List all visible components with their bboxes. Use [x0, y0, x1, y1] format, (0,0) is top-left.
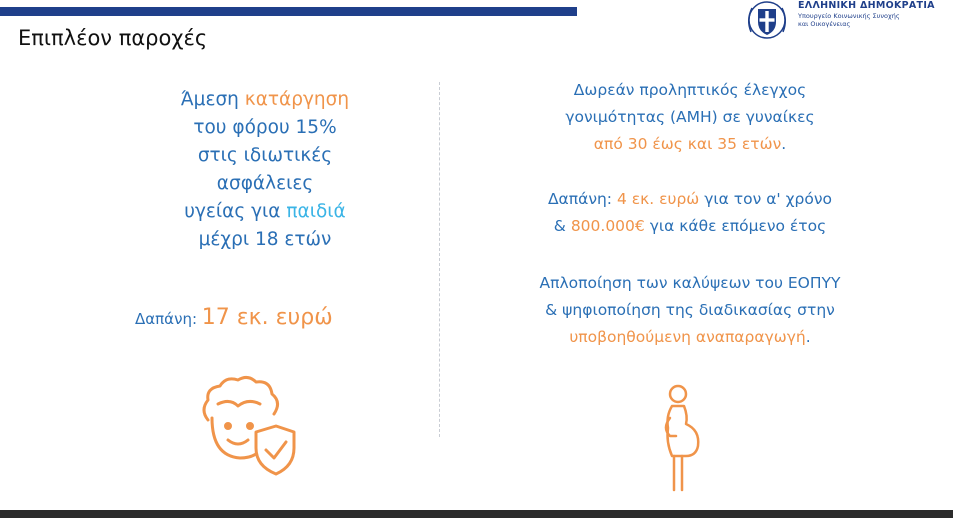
- right-b3-line-2: & ψηφιοποίηση της διαδικασίας στην: [545, 301, 835, 319]
- top-accent-bar: [0, 7, 577, 16]
- right-b1-line-1: Δωρεάν προληπτικός έλεγχος: [573, 81, 807, 99]
- org-line-2: Υπουργείο Κοινωνικής Συνοχής: [798, 11, 900, 20]
- organization-name: [798, 1, 935, 28]
- right-block-screening: [500, 77, 880, 158]
- right-cost-ampersand: &: [553, 217, 566, 235]
- right-b1-line-3-end: .: [781, 135, 787, 153]
- org-line-1: ΕΛΛΗΝΙΚΗ ΔΗΜΟΚΡΑΤΙΑ: [798, 0, 935, 11]
- column-divider: [439, 82, 440, 437]
- right-b3-line-3-end: .: [805, 328, 811, 346]
- right-b3-line-1: Απλοποίηση των καλύψεων του ΕΟΠΥΥ: [539, 274, 841, 292]
- left-line-4b-highlight: παιδιά: [286, 201, 346, 222]
- left-cost-label: Δαπάνη:: [135, 310, 198, 328]
- left-line-5: μέχρι 18 ετών: [198, 229, 332, 250]
- left-cost: [135, 305, 375, 330]
- child-shield-icon: [190, 370, 300, 480]
- right-cost-value-1: 4 εκ. ευρώ: [616, 190, 700, 208]
- bottom-bar: [0, 510, 953, 518]
- left-benefit-text: [150, 86, 380, 254]
- left-line-1b-highlight: κατάργηση: [244, 89, 350, 110]
- left-line-4a: υγείας για: [184, 201, 281, 222]
- right-cost-value-2: 800.000€: [570, 217, 645, 235]
- right-cost-label: Δαπάνη:: [547, 190, 613, 208]
- left-line-3: στις ιδιωτικές ασφάλειες: [197, 145, 333, 194]
- right-b1-line-2: γονιμότητας (ΑΜΗ) σε γυναίκες: [565, 108, 815, 126]
- left-cost-value: 17 εκ. ευρώ: [201, 305, 333, 330]
- right-cost-rest-1: για τον α' χρόνο: [704, 190, 833, 208]
- right-b1-line-3-highlight: από 30 έως και 35 ετών: [593, 135, 782, 153]
- greek-coat-of-arms-icon: [742, 0, 792, 40]
- pregnant-woman-icon: [652, 382, 712, 494]
- right-block-eopyy: [500, 270, 880, 351]
- slide-title: Επιπλέον παροχές: [18, 26, 208, 50]
- right-cost-rest-2: για κάθε επόμενο έτος: [649, 217, 827, 235]
- right-block-cost: [500, 186, 880, 240]
- right-b3-line-3-highlight: υποβοηθούμενη αναπαραγωγή: [569, 328, 806, 346]
- left-line-2: του φόρου 15%: [193, 117, 337, 138]
- left-line-1a: Άμεση: [180, 89, 239, 110]
- org-line-3: και Οικογένειας: [798, 20, 851, 28]
